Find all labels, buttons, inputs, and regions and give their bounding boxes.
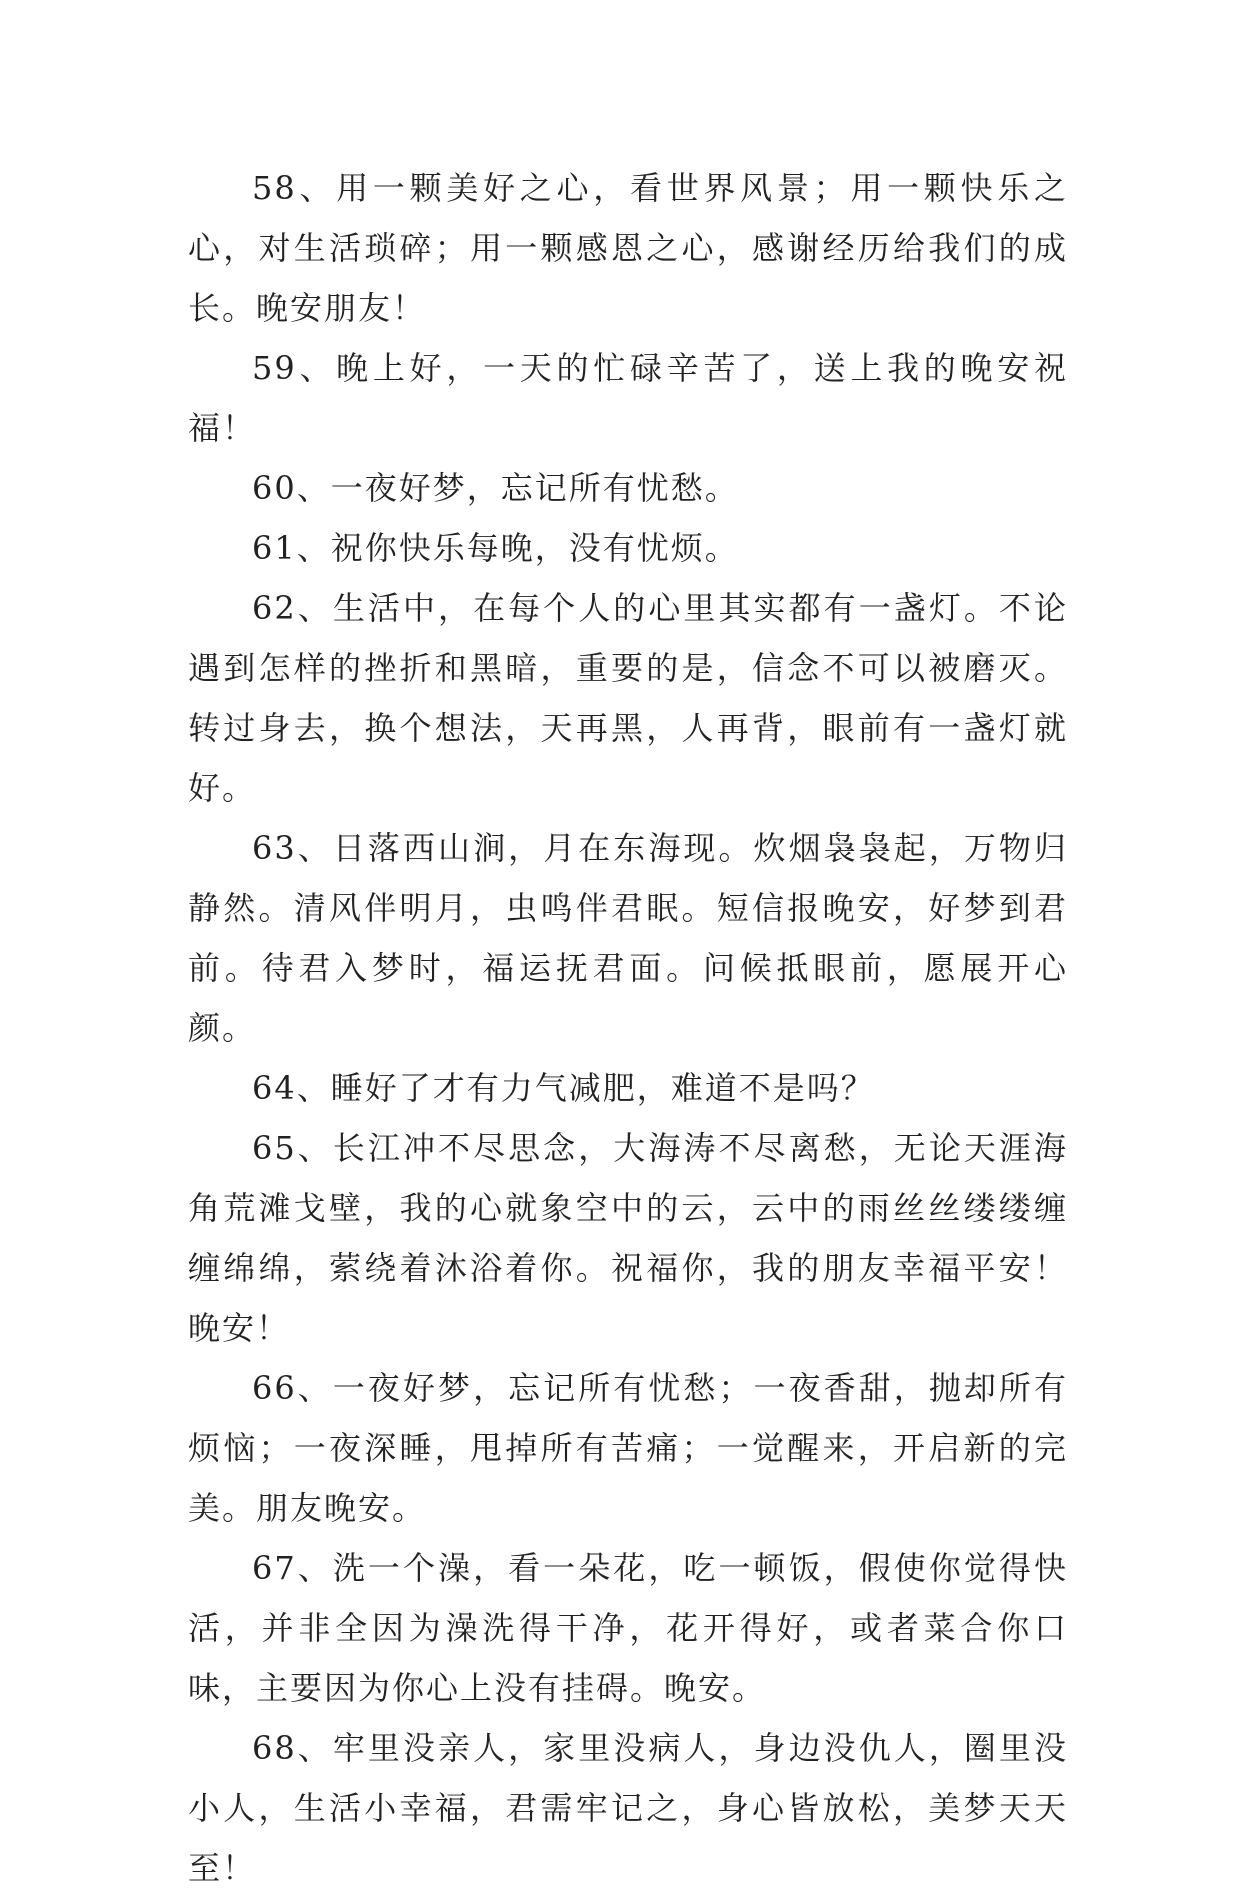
list-item: 59、晚上好，一天的忙碌辛苦了，送上我的晚安祝福！ (188, 349, 1068, 447)
list-item: 66、一夜好梦，忘记所有忧愁；一夜香甜，抛却所有烦恼；一夜深睡，甩掉所有苦痛；一觉醒来，开启新的完美。朋友晚安。 (188, 1369, 1068, 1527)
list-item: 68、牢里没亲人，家里没病人，身边没仇人，圈里没小人，生活小幸福，君需牢记之，身心皆放松，美梦天天至！ (188, 1729, 1068, 1887)
list-item: 65、长江冲不尽思念，大海涛不尽离愁，无论天涯海角荒滩戈壁，我的心就象空中的云，云中的雨丝丝缕缕缠缠绵绵，萦绕着沐浴着你。祝福你，我的朋友幸福平安！晚安！ (188, 1129, 1068, 1347)
list-item: 61、祝你快乐每晚，没有忧烦。 (252, 529, 739, 567)
document-body (188, 158, 1068, 1898)
list-item: 60、一夜好梦，忘记所有忧愁。 (252, 469, 739, 507)
list-item: 62、生活中，在每个人的心里其实都有一盏灯。不论遇到怎样的挫折和黑暗，重要的是，信念不可以被磨灭。转过身去，换个想法，天再黑，人再背，眼前有一盏灯就好。 (188, 589, 1068, 807)
list-item: 58、用一颗美好之心，看世界风景；用一颗快乐之心，对生活琐碎；用一颗感恩之心，感谢经历给我们的成长。晚安朋友！ (188, 169, 1068, 327)
list-item: 63、日落西山涧，月在东海现。炊烟袅袅起，万物归静然。清风伴明月，虫鸣伴君眠。短信报晚安，好梦到君前。待君入梦时，福运抚君面。问候抵眼前，愿展开心颜。 (188, 829, 1068, 1047)
list-item: 67、洗一个澡，看一朵花，吃一顿饭，假使你觉得快活，并非全因为澡洗得干净，花开得好，或者菜合你口味，主要因为你心上没有挂碍。晚安。 (188, 1549, 1068, 1707)
list-item: 64、睡好了才有力气减肥，难道不是吗？ (252, 1069, 875, 1107)
